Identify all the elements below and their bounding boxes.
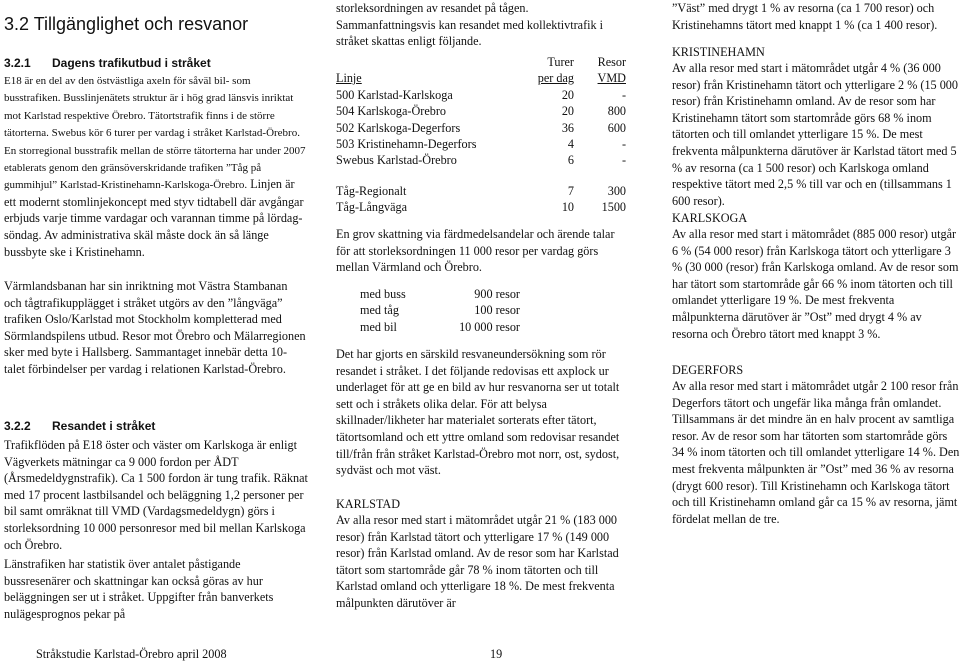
paragraph-rail: Värmlandsbanan har sin inriktning mot Västra Stambanan och tågtrafikupplägget i stråket utgörs av den ”långväga” trafiken Oslo/Karlstad mot Stockholm kompletterad med Sörmlandspilens utbud. Resor mot Örebro och Mälarregionen sker med byte i Hallsberg. Sammantaget innebär detta 10-talet förbindelser per vardag i relationen Karlstad-Örebro.: [4, 279, 306, 376]
table-header-row: [336, 70, 626, 86]
table-cell: 7: [567, 183, 574, 198]
table-header-cell: Linje: [336, 71, 362, 86]
table-cell: 502 Karlskoga-Degerfors: [336, 120, 461, 135]
paragraph-karlskoga: Av alla resor med start i mätområdet (885 000 resor) utgår 6 % (54 000 resor) från Karlskoga tätort och ytterligare 3 % (30 000 (resor) från Karlskoga omland. Av de resor som har tätort som startområde går 66 % inom tätorten och till omlandet ytterligare 19 %. De mest frekventa målpunkterna därutöver är ”Ost” med drygt 4 % av resorna och Örebro tätort med knappt 3 %.: [672, 227, 959, 341]
table-row: [360, 319, 520, 335]
table-header-cell: Resor: [597, 55, 626, 69]
paragraph-travel-survey: Det har gjorts en särskild resvaneundersökning som rör resandet i stråket. I det följande redovisas ett axplock ur underlaget för att ge en bild av hur resvanorna ser ut totalt sett och i stråkets olika delar. För att belysa skillnader/likheter har materialet sorterats efter tätort, tätortsomland och ett yttre omland som redovisar resandet till/från från stråket Karlstad-Örebro mot norr, ost, sydost, sydväst och mot väst.: [336, 347, 620, 478]
paragraph-traffic-flows: Trafikflöden på E18 öster och väster om Karlskoga är enligt Vägverkets mätningar ca 9 000 fordon per ÅDT (Årsmedeldygnstrafik). Ca 1 500 fordon är tung trafik. Räknat med 17 procent lastbilsandel och beläggning 1,2 personer per bil samt omräknat till VMD (Vardagsmedeldygn) görs i storleksordning 10 000 personresor med bil mellan Karlskoga och Örebro.: [4, 438, 308, 552]
table-cell: 600: [607, 120, 626, 135]
page-number: 19: [490, 647, 503, 661]
table-cell: 20: [561, 104, 574, 119]
paragraph-karlstad-continued: ”Väst” med drygt 1 % av resorna (ca 1 700 resor) och Kristinehamns tätort med knappt 1 % (ca 1 400 resor).: [672, 1, 938, 32]
table-cell: med buss: [360, 287, 406, 301]
table-cell: 100 resor: [474, 303, 520, 318]
table-header-row: [336, 54, 626, 70]
table-row: [336, 120, 626, 136]
subsection-number: 3.2.1: [4, 56, 31, 70]
table-cell: -: [621, 153, 626, 168]
table-cell: 4: [567, 137, 574, 152]
paragraph-estimate: En grov skattning via färdmedelsandelar och ärende talar för att storleksordningen 11 000 resor per vardag görs mellan Värmland och Örebro.: [336, 227, 615, 275]
subsection-number: 3.2.2: [4, 419, 31, 433]
paragraph-karlstad: Av alla resor med start i mätområdet utgår 21 % (183 000 resor) från Karlstad tätort och ytterligare 17 % (149 000 resor) från Karlstad omland. Av de resor som har Karlstad tätort som startområde går 78 % inom tätorten och till Karlstad omland och ytterligare 18 %. De mest frekventa målpunkten därutöver är: [336, 513, 619, 610]
table-mode-share: [360, 286, 520, 335]
subsection-title: Resandet i stråket: [52, 419, 156, 433]
karlskoga-title: KARLSKOGA: [672, 211, 748, 225]
paragraph-rail-travel: storleksordningen av resandet på tågen. Sammanfattningsvis kan resandet med kollektivtrafik i stråket skattas enligt följande.: [336, 1, 604, 49]
table-cell: med bil: [360, 319, 397, 334]
paragraph-kristinehamn: Av alla resor med start i mätområdet utgår 4 % (36 000 resor) från Kristinehamn tätort och ytterligare 2 % (15 000 resor) från Kristinehamn omland. Av de resor som har Kristinehamn tätort som startområde görs 68 % inom tätorten och till omlandet ytterligare 15 %. De mest frekventa målpunkterna därutöver är Karlstad tätort med 5 % av resorna (ca 1 500 resor) och Karlskoga omland respektive tätort med 2,5 % till var och en (tillsammans 1 600 resor).: [672, 61, 958, 208]
karlstad-title: KARLSTAD: [336, 497, 401, 511]
paragraph-county-traffic: Länstrafiken har statistik över antalet påstigande bussresenärer och skattningar kan också göras av hur beläggningen ser ut i stråket. Uppgifter från banverkets nulägesprognos pekar på: [4, 557, 274, 621]
table-row: [336, 199, 626, 215]
table-cell: 504 Karlskoga-Örebro: [336, 104, 446, 119]
table-row: [336, 103, 626, 119]
paragraph-traffic-supply-rest: Linjen är ett modernt stomlinjekoncept med styv tidtabell där avgångar erbjuds varje timme vardagar och varannan timme på lördag-söndag. Av administrativa skäl måste dock än så länge bussbyte ske i Kristinehamn.: [4, 177, 304, 259]
table-row: [336, 87, 626, 103]
table-cell: Tåg-Långväga: [336, 200, 408, 215]
table-cell: 900 resor: [474, 287, 520, 301]
table-cell: 1500: [601, 200, 626, 215]
table-cell: 800: [607, 104, 626, 119]
table-header-cell: per dag: [537, 71, 574, 86]
table-cell: med tåg: [360, 303, 399, 318]
table-row: [336, 136, 626, 152]
subsection-heading-3-2-1: [4, 56, 211, 70]
table-routes: [336, 54, 626, 216]
footer-title: Stråkstudie Karlstad-Örebro april 2008: [36, 647, 227, 661]
table-row: [336, 152, 626, 168]
table-cell: 6: [567, 153, 574, 168]
paragraph-degerfors: Av alla resor med start i mätområdet utgår 2 100 resor från Degerfors tätort och ungefär lika många från omlandet. Tillsammans är det mindre än en halv procent av samtliga resor. Av de resor som har tätorten som startområde görs 34 % inom tätorten och till omlandet ytterligare 14 %. Den mest frekventa målpunkten är ”Ost” med 36 % av resorna (drygt 600 resor). Till Kristinehamn och Karlskoga tätort och till Kristinehamn omland går ca 15 % av resorna, jämt fördelat mellan de tre.: [672, 379, 960, 526]
table-cell: 36: [561, 120, 574, 135]
table-spacer-row: [336, 169, 626, 183]
table-header-cell: VMD: [597, 71, 626, 86]
table-cell: 500 Karlstad-Karlskoga: [336, 87, 453, 102]
subsection-title: Dagens trafikutbud i stråket: [52, 56, 211, 70]
table-cell: Tåg-Regionalt: [336, 183, 407, 198]
table-cell: 503 Kristinehamn-Degerfors: [336, 137, 477, 152]
table-row: [360, 302, 520, 318]
paragraph-traffic-supply: [4, 72, 308, 260]
table-cell: 10: [561, 200, 574, 215]
table-cell: 20: [561, 87, 574, 102]
table-cell: -: [621, 137, 626, 152]
paragraph-traffic-supply-small: E18 är en del av den östvästliga axeln för såväl bil- som busstrafiken. Busslinjenätets struktur är i hög grad länsvis inriktat mot Karlstad respektive Örebro. Tätortstrafik finns i de större tätorterna. Swebus kör 6 turer per vardag i stråket Karlstad-Örebro. En storregional busstrafik mellan de större tätorterna har under 2007 etablerats genom den gränsöverskridande trafiken ”Tåg på gummihjul” Karlstad-Kristinehamn-Karlskoga-Örebro.: [4, 75, 306, 192]
table-header-cell: Turer: [547, 55, 574, 69]
table-row: [336, 183, 626, 199]
degerfors-title: DEGERFORS: [672, 363, 744, 377]
table-cell: 10 000 resor: [459, 319, 520, 334]
table-cell: -: [621, 87, 626, 102]
subsection-heading-3-2-2: [4, 419, 155, 433]
section-heading-3-2: 3.2 Tillgänglighet och resvanor: [4, 14, 249, 34]
kristinehamn-title: KRISTINEHAMN: [672, 45, 765, 59]
table-cell: 300: [607, 183, 626, 198]
table-row: [360, 286, 520, 302]
table-cell: Swebus Karlstad-Örebro: [336, 153, 457, 168]
